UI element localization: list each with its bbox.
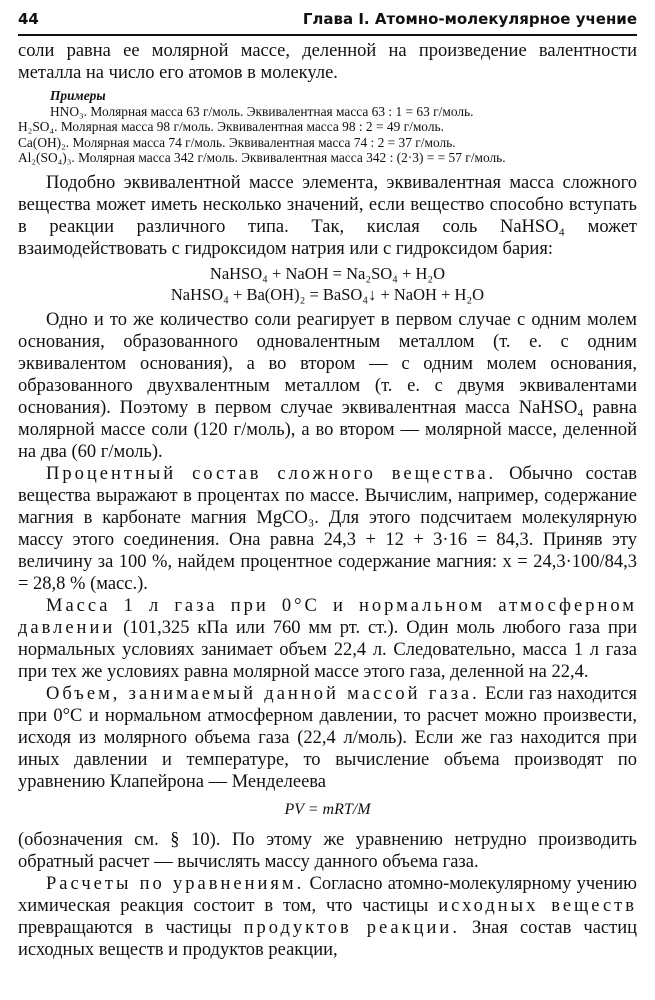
page-header [18, 10, 637, 28]
equation: NaHSO₄ + NaOH = Na₂SO₄ + H₂O [209, 263, 446, 283]
section-volume-heading: Объем, занимаемый данной массой газа. [46, 683, 480, 704]
example-line: HNO₃. Молярная масса 63 г/моль. Эквивалентная масса 63 : 1 = 63 г/моль. [50, 103, 474, 119]
section-reactions-text-1: Согласно атомно-молекулярному учению химическая реакция состоит в том, что частицы [18, 873, 637, 916]
header-rule [18, 34, 637, 36]
section-reactions [18, 873, 637, 961]
intro-continuation: соли равна ее молярной массе, деленной на произведение валентности металла на число его атомов в молекуле. [18, 41, 637, 83]
section-percent [18, 463, 637, 595]
example-line: H₂SO₄. Молярная масса 98 г/моль. Эквивалентная масса 98 : 2 = 49 г/моль. [18, 119, 444, 134]
section-mass-heading: Масса 1 л газа при 0°С и нормальном атмосферном давлении [18, 595, 637, 638]
term-reaction-products: продуктов реакции. [243, 917, 460, 938]
section-reactions-text-3: Зная состав частиц исходных веществ и продуктов реакции, [18, 917, 638, 960]
paragraph-after-formula: (обозначения см. § 10). По этому же уравнению нетрудно производить обратный расчет — вычислять массу данного объема газа. [18, 829, 637, 872]
example-line: Al₂(SO₄)₃. Молярная масса 342 г/моль. Эквивалентная масса 342 : (2·3) = = 57 г/моль. [18, 150, 506, 165]
section-mass [18, 595, 637, 683]
examples-block [18, 88, 637, 166]
section-mass-text: (101,325 кПа или 760 мм рт. ст.). Один моль любого газа при нормальных условиях занимает объем 22,4 л. Следовательно, масса 1 л газа при тех же условиях равна молярной массе этого газа, деленной на 22,4. [18, 617, 637, 682]
equations-block [18, 263, 637, 305]
example-line: Ca(OH)₂. Молярная масса 74 г/моль. Эквивалентная масса 74 : 2 = 37 г/моль. [18, 134, 456, 150]
paragraph-salt: Одно и то же количество соли реагирует в первом случае с одним молем основания, образованного одновалентным металлом (т. е. с одним эквивалентом основания), а во втором — с одним молем основания, образованного двухвалентным металлом (т. е. с двумя эквивалентами основания). Поэтому в первом случае эквивалентная масса NaHSO₄ равна молярной массе соли (120 г/моль), а во втором — молярной массе, деленной на два (60 г/моль). [18, 309, 637, 462]
paragraph-equivalent-mass: Подобно эквивалентной массе элемента, эквивалентная масса сложного вещества может иметь несколько значений, если вещество способно вступать в реакции различного типа. Так, кислая соль NaHSO₄ может взаимодействовать с гидроксидом натрия или с гидроксидом бария: [18, 172, 637, 259]
section-volume [18, 683, 637, 793]
section-percent-text: Обычно состав вещества выражают в процентах по массе. Вычислим, например, содержание магния в карбонате магния MgCO₃. Для этого подсчитаем молекулярную массу этого соединения. Она равна 24,3 + 12 + 3·16 = 84,3. Приняв эту величину за 100 %, найдем процентное содержание магния: x = 24,3·100/84,3 = 28,8 % (масс.). [18, 463, 637, 594]
equation: NaHSO₄ + Ba(OH)₂ = BaSO₄↓ + NaOH + H₂O [170, 284, 485, 304]
clapeyron-formula: PV = mRT/M [284, 800, 371, 818]
section-reactions-text-2: превращаются в частицы [18, 917, 232, 938]
section-reactions-heading: Расчеты по уравнениям. [46, 873, 305, 894]
section-volume-text: Если газ находится при 0°С и нормальном атмосферном давлении, то расчет можно произвести, исходя из молярного объема газа (22,4 л/моль). Если же газ находится при иных давлении и температуре, то вычисление объема производят по уравнению Клапейрона — Менделеева [18, 683, 637, 792]
running-title: Глава I. Атомно-молекулярное учение [302, 10, 637, 28]
section-percent-heading: Процентный состав сложного вещества. [46, 463, 497, 484]
examples-title: Примеры [50, 88, 106, 103]
page-number: 44 [18, 10, 39, 28]
term-initial-substances: исходных веществ [438, 895, 637, 916]
